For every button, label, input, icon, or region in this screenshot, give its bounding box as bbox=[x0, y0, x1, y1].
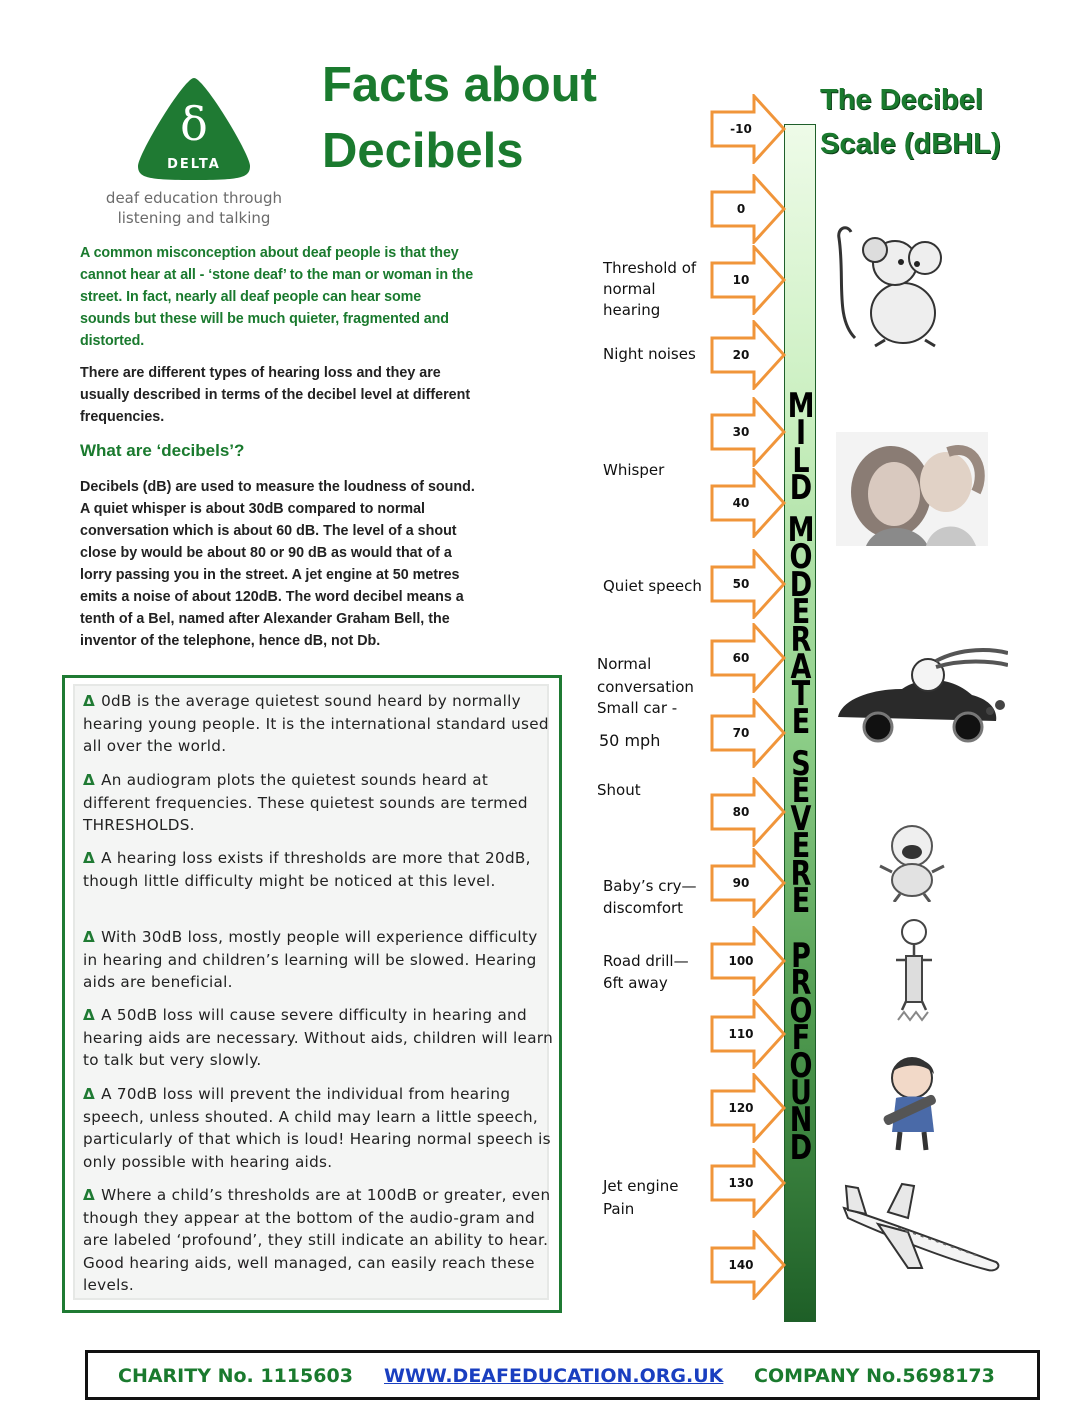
category-letter: O bbox=[789, 1046, 813, 1086]
delta-bullet-icon: Δ bbox=[83, 1006, 96, 1024]
scale-title-line-1: The Decibel bbox=[820, 84, 983, 116]
label-threshold: Threshold of normal hearing bbox=[603, 259, 697, 319]
footer bbox=[85, 1350, 1040, 1400]
intro-paragraph: A common misconception about deaf people is that they cannot hear at all - ‘stone deaf’ to the man or woman in the street. In fact, nearly all deaf people can hear some sounds but these will be much quieter, fragmented and distorted. bbox=[80, 245, 474, 349]
label-shout: Shout bbox=[597, 781, 641, 799]
fact-item bbox=[83, 1004, 553, 1072]
category-letter: N bbox=[789, 1101, 813, 1141]
page-title bbox=[322, 52, 652, 184]
category-letter: F bbox=[791, 1019, 811, 1059]
fact-text: With 30dB loss, mostly people will experience difficulty in hearing and children’s learning will be slowed. Hearing aids are beneficial. bbox=[83, 928, 538, 992]
label-baby-cry: Baby’s cry—discomfort bbox=[603, 877, 697, 917]
category-letter: R bbox=[790, 854, 812, 894]
logo-delta-letter: δ bbox=[180, 97, 208, 151]
whisper-illustration bbox=[836, 432, 988, 546]
category-letter: U bbox=[790, 1074, 812, 1113]
level-value: 10 bbox=[732, 273, 750, 287]
category-letter: E bbox=[791, 593, 811, 633]
fact-item bbox=[83, 847, 553, 892]
fact-text: A hearing loss exists if thresholds are more that 20dB, though little difficulty might be noticed at this level. bbox=[83, 849, 531, 890]
category-letter: E bbox=[791, 702, 811, 742]
category-letter: M bbox=[787, 511, 815, 550]
fact-item bbox=[83, 690, 553, 758]
category-letter: P bbox=[791, 937, 811, 976]
fact-text: Where a child’s thresholds are at 100dB or greater, even though they appear at the bottom of the audio-gram and are labeled ‘profound’, they still indicate an ability to hear. Good hearing aids, well managed, can easily reach these levels. bbox=[83, 1186, 551, 1295]
level-value: 80 bbox=[732, 805, 750, 819]
label-conversation: Normal conversation bbox=[597, 655, 694, 696]
level-value: 60 bbox=[732, 651, 750, 665]
category-letter: D bbox=[789, 1128, 813, 1168]
label-jet-engine: Jet engine bbox=[603, 1177, 679, 1195]
delta-bullet-icon: Δ bbox=[83, 692, 96, 710]
label-night-noises: Night noises bbox=[603, 345, 696, 363]
fact-text: A 70dB loss will prevent the individual from hearing speech, unless shouted. A child may learn a little speech, particularly of that which is loud! Hearing normal speech is only possible with hearing aids. bbox=[83, 1085, 551, 1171]
level-value: 20 bbox=[732, 348, 750, 362]
fact-text: 0dB is the average quietest sound heard by normally hearing young people. It is the international standard used all over the world. bbox=[83, 692, 549, 756]
category-letter: V bbox=[790, 799, 812, 839]
facts-box bbox=[62, 675, 562, 1313]
fact-item bbox=[83, 926, 553, 994]
category-letter: R bbox=[790, 620, 812, 660]
category-letter: S bbox=[791, 745, 811, 784]
tagline-line-2: listening and talking bbox=[117, 209, 271, 227]
delta-bullet-icon: Δ bbox=[83, 928, 96, 946]
category-letter: T bbox=[791, 675, 811, 715]
title-line-2: Decibels bbox=[322, 124, 524, 178]
label-mph: 50 mph bbox=[599, 731, 661, 750]
decibels-paragraph: Decibels (dB) are used to measure the loudness of sound. A quiet whisper is about 30dB compared to normal conversation which is about 60 dB. The level of a shout close by would be about 80 or 90 dB as would that of a lorry passing you in the street. A jet engine at 50 metres emits a noise of about 120dB. The word decibel means a tenth of a Bel, named after Alexander Graham Bell, the inventor of the telephone, hence dB, not Db. bbox=[80, 479, 475, 649]
category-letter: E bbox=[791, 772, 811, 812]
baby-illustration bbox=[876, 822, 948, 902]
category-letter: E bbox=[791, 827, 811, 867]
category-letter: D bbox=[789, 565, 813, 605]
label-road-drill: Road drill—6ft away bbox=[603, 952, 689, 992]
delta-bullet-icon: Δ bbox=[83, 771, 96, 789]
level-value: 0 bbox=[736, 202, 746, 216]
category-letter: I bbox=[795, 414, 807, 454]
delta-bullet-icon: Δ bbox=[83, 849, 96, 867]
level-value: 90 bbox=[732, 876, 750, 890]
facts-panel bbox=[73, 684, 554, 1300]
tagline-line-1: deaf education through bbox=[105, 189, 283, 207]
delta-bullet-icon: Δ bbox=[83, 1085, 96, 1103]
category-letter: O bbox=[789, 538, 813, 578]
road-drill-illustration bbox=[876, 910, 952, 1028]
fact-text: An audiogram plots the quietest sounds heard at different frequencies. These quietest sounds are termed THRESHOLDS. bbox=[83, 771, 528, 835]
fact-item bbox=[83, 1083, 553, 1173]
scale-title bbox=[820, 78, 1050, 166]
label-pain: Pain bbox=[603, 1200, 635, 1218]
jet-plane-illustration bbox=[838, 1178, 1002, 1276]
decibel-scale-bar bbox=[784, 124, 816, 1322]
level-value: 70 bbox=[732, 726, 750, 740]
delta-bullet-icon: Δ bbox=[83, 1186, 96, 1204]
category-letter: A bbox=[790, 648, 812, 687]
website-link[interactable]: WWW.DEAFEDUCATION.ORG.UK bbox=[384, 1365, 724, 1387]
child-guitar-illustration bbox=[872, 1052, 952, 1152]
fact-item bbox=[83, 769, 553, 837]
level-value: 130 bbox=[728, 1176, 754, 1190]
category-letter: D bbox=[789, 469, 813, 509]
level-value: -10 bbox=[730, 122, 752, 136]
level-value: 120 bbox=[728, 1101, 754, 1115]
company-number: COMPANY No.5698173 bbox=[754, 1365, 995, 1387]
label-quiet-speech: Quiet speech bbox=[603, 577, 702, 595]
label-small-car: Small car - bbox=[597, 699, 678, 717]
category-letter: E bbox=[791, 882, 811, 921]
category-letter: L bbox=[792, 441, 810, 481]
category-letter: M bbox=[787, 387, 815, 426]
mouse-illustration bbox=[825, 218, 950, 348]
title-line-1: Facts about bbox=[322, 58, 597, 112]
charity-number: CHARITY No. 1115603 bbox=[118, 1365, 353, 1387]
car-illustration bbox=[832, 645, 1008, 747]
logo-tagline bbox=[96, 188, 292, 228]
fact-item bbox=[83, 1184, 553, 1297]
level-value: 40 bbox=[732, 496, 750, 510]
scale-title-line-2: Scale (dBHL) bbox=[820, 128, 1001, 160]
delta-logo bbox=[132, 74, 256, 184]
category-letter: O bbox=[789, 991, 813, 1031]
hearing-loss-paragraph: There are different types of hearing loss and they are usually described in terms of the decibel level at different frequencies. bbox=[80, 365, 471, 425]
label-whisper: Whisper bbox=[603, 461, 665, 479]
level-value: 50 bbox=[732, 577, 750, 591]
decibels-heading: What are ‘decibels’? bbox=[80, 441, 245, 460]
fact-text: A 50dB loss will cause severe difficulty in hearing and hearing aids are necessary. Without aids, children will learn to talk but very slowly. bbox=[83, 1006, 554, 1070]
level-value: 140 bbox=[728, 1258, 754, 1272]
level-value: 110 bbox=[728, 1027, 754, 1041]
category-letter: R bbox=[790, 964, 812, 1004]
level-value: 30 bbox=[732, 425, 750, 439]
level-value: 100 bbox=[728, 954, 754, 968]
logo-name: DELTA bbox=[167, 157, 221, 172]
